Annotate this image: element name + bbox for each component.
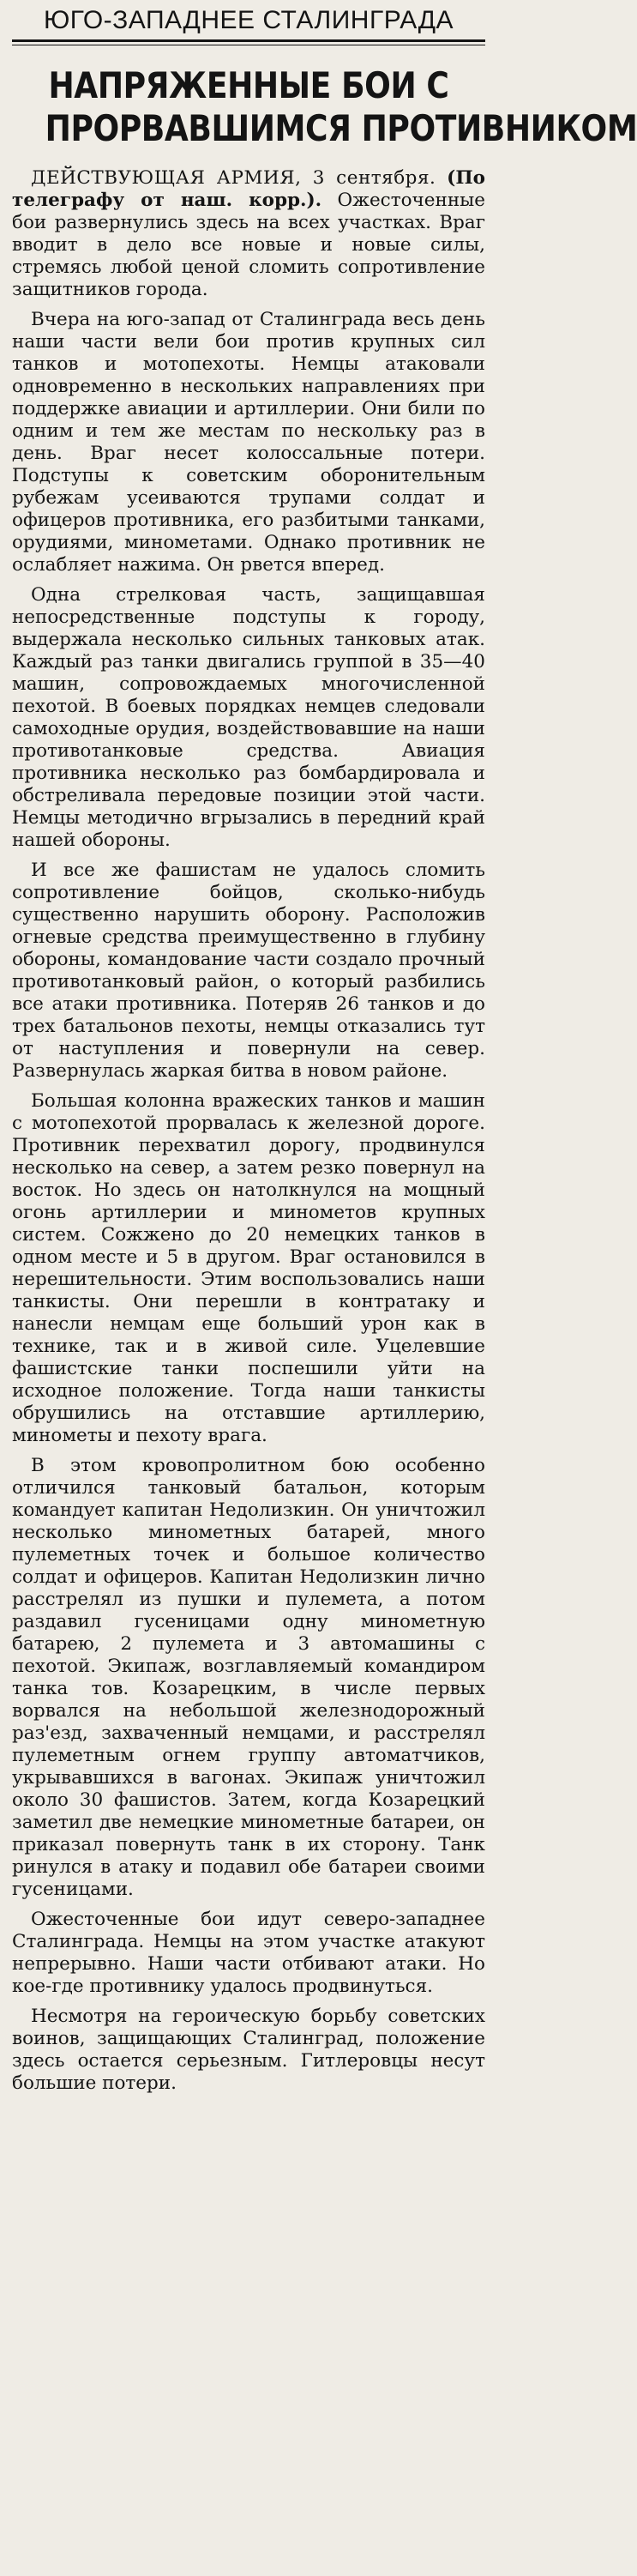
paragraph: В этом кровопролитном бою особенно отличился танковый батальон, которым командует капитан Недолизкин. Он уничтожил несколько минометных батарей, много пулеметных точек и большое количество солдат и офицеров. Капитан Недолизкин лично расстрелял из пушки и пулемета, а потом раздавил гусеницами одну минометную батарею, 2 пулемета и 3 автомашины с пехотой. Экипаж, возглавляемый командиром танка тов. Козарецким, в числе первых ворвался на небольшой железнодорожный раз'езд, захваченный немцами, и расстрелял пулеметным огнем группу автоматчиков, укрывавшихся в вагонах. Экипаж уничтожил около 30 фашистов. Затем, когда Козарецкий заметил две немецкие минометные батареи, он приказал повернуть танк в их сторону. Танк ринулся в атаку и подавил обе батареи своими гусеницами. [12,1455,485,1900]
paragraph: Вчера на юго-запад от Сталинграда весь день наши части вели бои против крупных сил танков и мотопехоты. Немцы атаковали одновременно в нескольких направлениях при поддержке авиации и артиллерии. Они били по одним и тем же местам по нескольку раз в день. Враг несет колоссальные потери. Подступы к советским оборонительным рубежам усеиваются трупами солдат и офицеров противника, его разбитыми танками, орудиями, минометами. Однако противник не ослабляет нажима. Он рвется вперед. [12,309,485,576]
dateline: ДЕЙСТВУЮЩАЯ АРМИЯ, 3 сентября. [31,167,436,189]
byline: (По телеграфу от наш. корр.). [12,167,485,211]
paragraph: И все же фашистам не удалось сломить сопротивление бойцов, сколько-нибудь существенно нарушить оборону. Расположив огневые средства преимущественно в глубину обороны, командование части создало прочный противотанковый район, о который разбились все атаки противника. Потеряв 26 танков и до трех батальонов пехоты, немцы отказались тут от наступления и повернули на север. Развернулась жаркая битва в новом районе. [12,860,485,1082]
paragraph: Несмотря на героическую борьбу советских воинов, защищающих Сталинград, положение здесь остается серьезным. Гитлеровцы несут большие потери. [12,2006,485,2094]
paragraph-text: Ожесточенные бои развернулись здесь на всех участках. Враг вводит в дело все новые и новые силы, стремясь любой ценой сломить сопротивление защитников города. [12,190,485,300]
headline [45,64,637,150]
paragraph: Одна стрелковая часть, защищавшая непосредственные подступы к городу, выдержала несколько сильных танковых атак. Каждый раз танки двигались группой в 35—40 машин, сопровождаемых многочисленной пехотой. В боевых порядках немцев следовали самоходные орудия, воздействовавшие на наши противотанковые средства. Авиация противника несколько раз бомбардировала и обстреливала передовые позиции этой части. Немцы методично вгрызались в передний край нашей обороны. [12,584,485,851]
paragraph: Ожесточенные бои идут северо-западнее Сталинграда. Немцы на этом участке атакуют непрерывно. Наши части отбивают атаки. Но кое-где противнику удалось продвинуться. [12,1909,485,1997]
headline-line-2: ПРОРВАВШИМСЯ ПРОТИВНИКОМ [45,107,637,149]
headline-line-1: НАПРЯЖЕННЫЕ БОИ С [48,64,449,106]
header-divider [12,39,485,45]
article-body [12,167,485,2095]
section-heading: ЮГО-ЗАПАДНЕЕ СТАЛИНГРАДА [43,6,454,34]
paragraph: Большая колонна вражеских танков и машин с мотопехотой прорвалась к железной дороге. Противник перехватил дорогу, продвинулся несколько на север, а затем резко повернул на восток. Но здесь он натолкнулся на мощный огонь артиллерии и минометов крупных систем. Сожжено до 20 немецких танков в одном месте и 5 в другом. Враг остановился в нерешительности. Этим воспользовались наши танкисты. Они перешли в контратаку и нанесли немцам еще больший урон как в технике, так и в живой силе. Уцелевшие фашистские танки поспешили уйти на исходное положение. Тогда наши танкисты обрушились на отставшие артиллерию, минометы и пехоту врага. [12,1090,485,1446]
lead-paragraph [12,167,485,301]
